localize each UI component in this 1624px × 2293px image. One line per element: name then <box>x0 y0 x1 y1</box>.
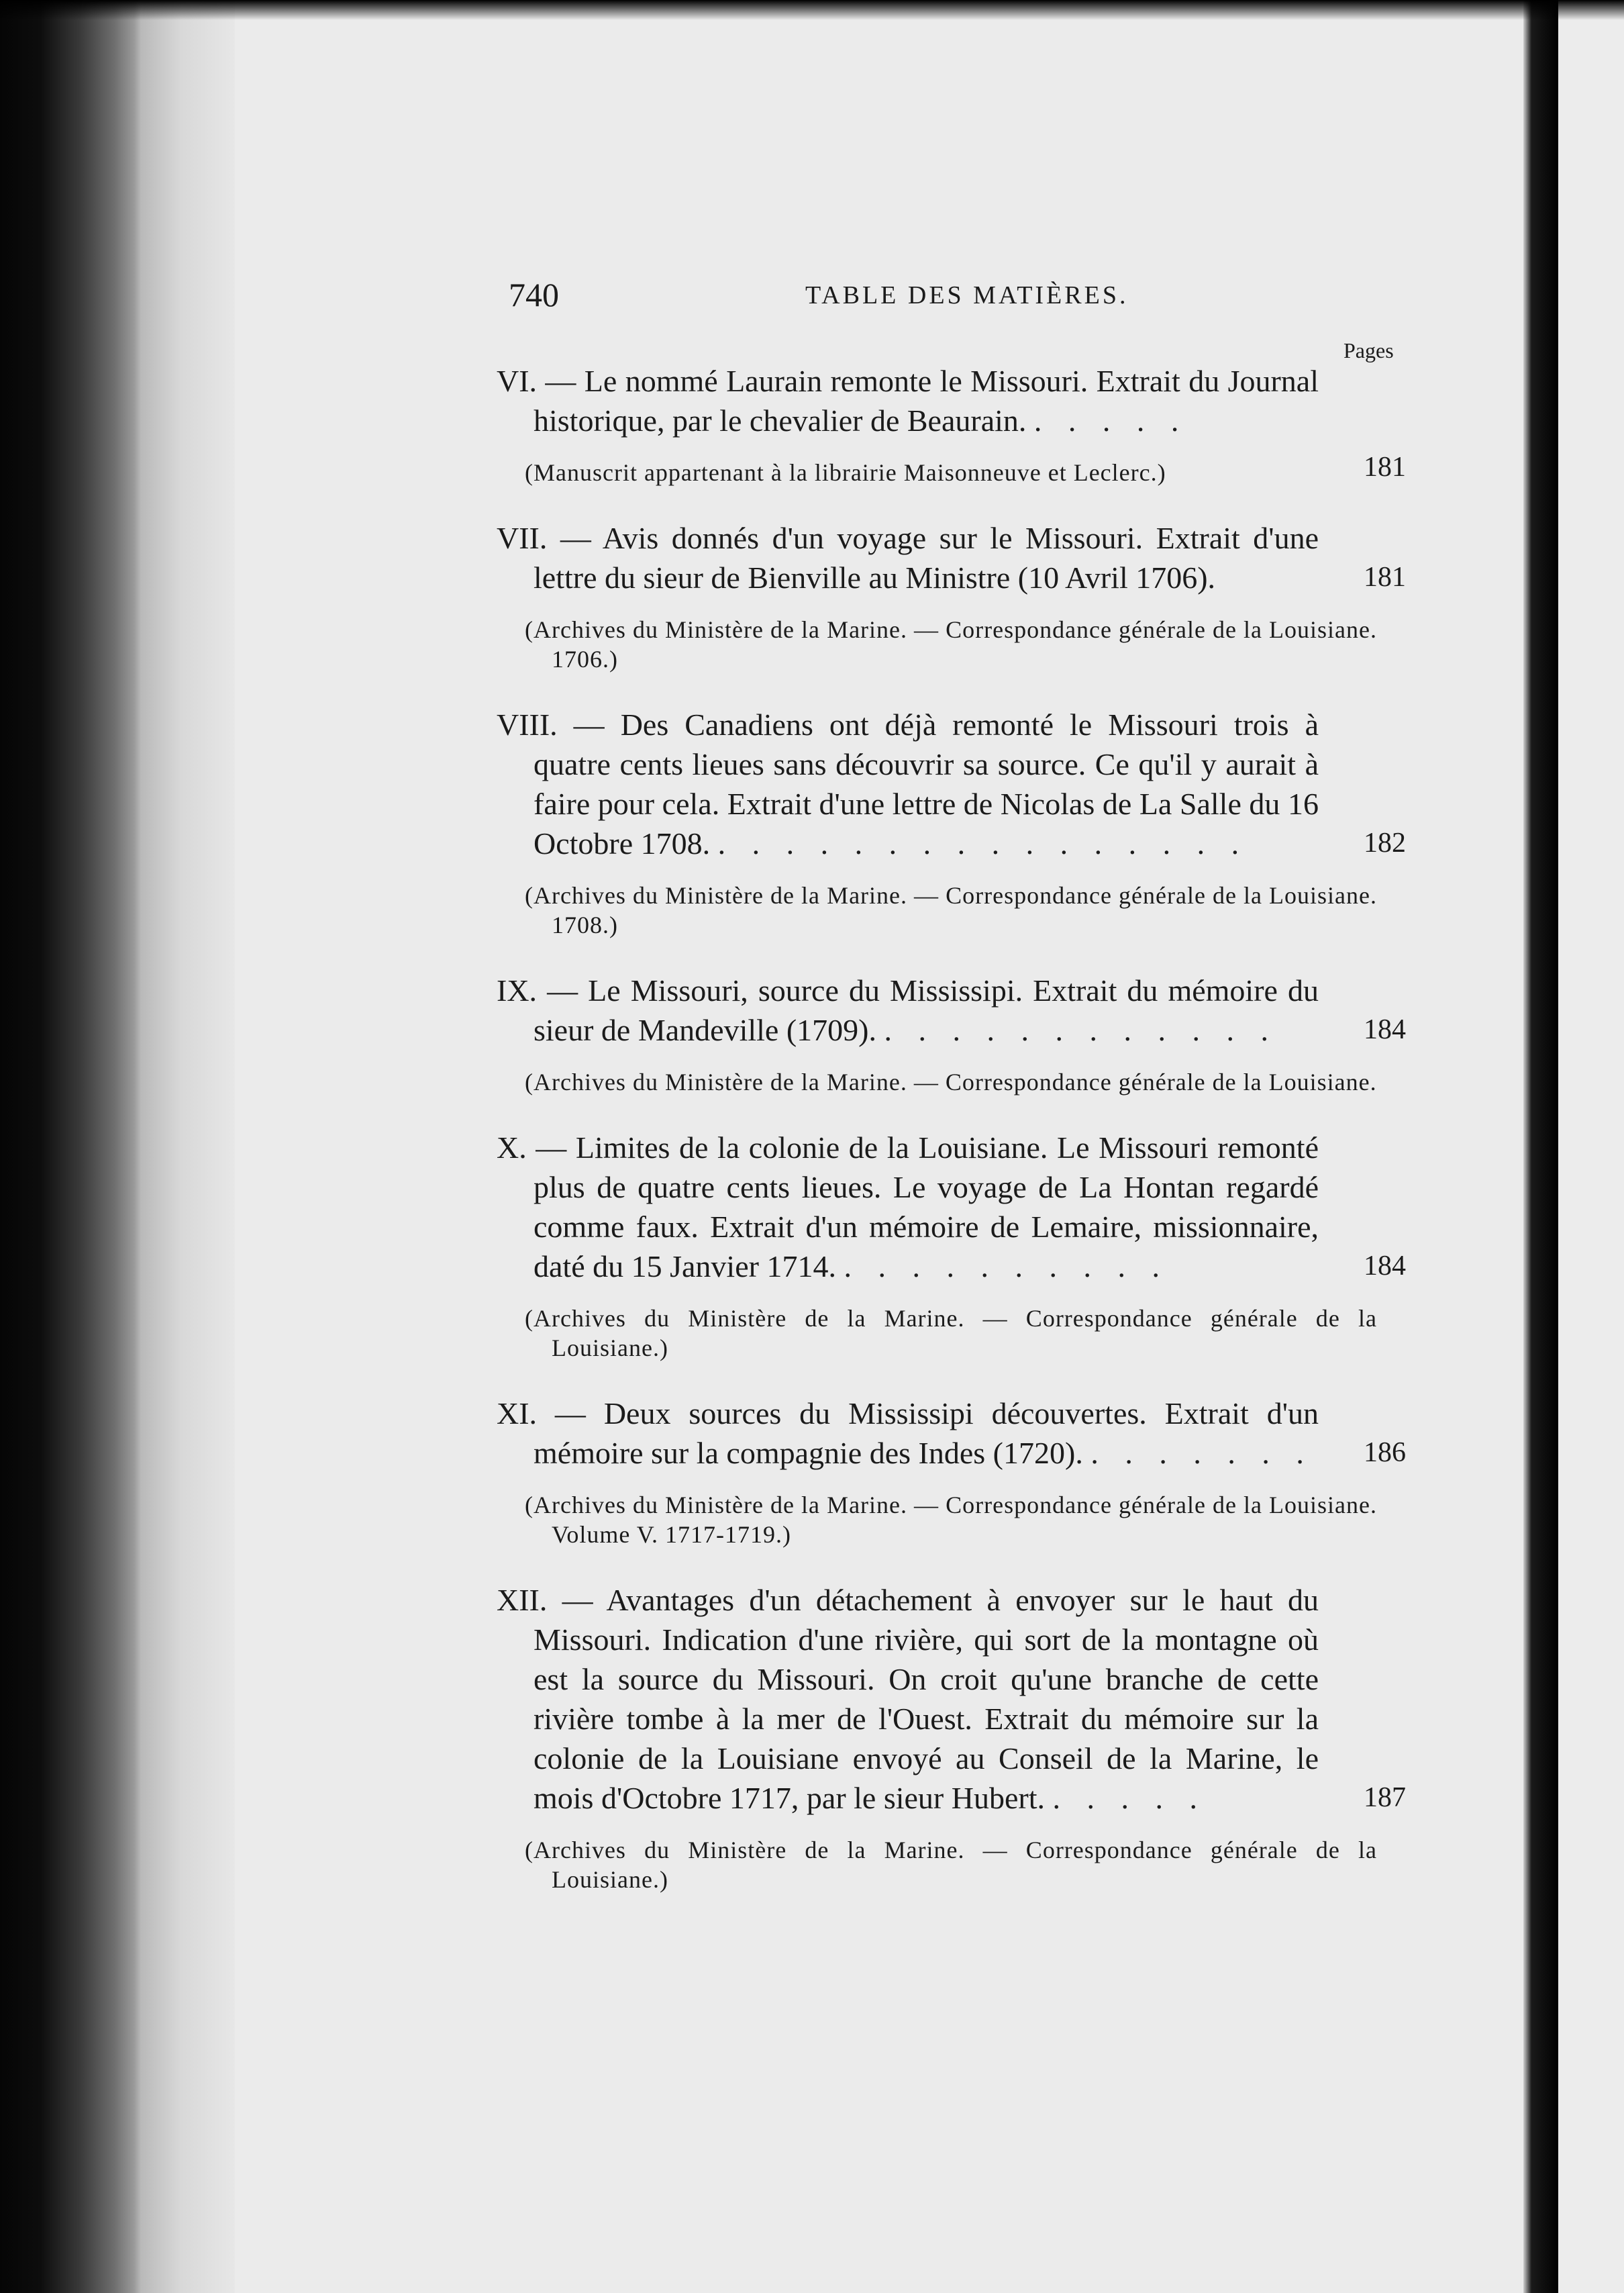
leader-dots: . . . . . <box>1033 403 1188 438</box>
page-fold-shadow <box>1523 0 1558 2293</box>
entry-page-number: 181 <box>1364 562 1406 593</box>
entry-page-number: 186 <box>1364 1437 1406 1468</box>
table-of-contents <box>497 269 1423 1925</box>
entry-title: XII. — Avantages d'un détachement à envoyer sur le haut du Missouri. Indication d'une rivière, qui sort de la montagne où est la source du Missouri. On croit qu'une branche de cette rivière tombe à la mer de l'Ouest. Extrait du mémoire sur la colonie de la Louisiane envoyé au Conseil de la Marine, le mois d'Octobre 1717, par le sieur Hubert. <box>497 1583 1319 1815</box>
entry-source: (Archives du Ministère de la Marine. — Correspondance générale de la Louisiane. Volume V. 1717-1719.) <box>525 1492 1377 1548</box>
entry-title: VII. — Avis donnés d'un voyage sur le Missouri. Extrait d'une lettre du sieur de Bienville au Ministre (10 Avril 1706). <box>497 521 1319 595</box>
entry-source: (Archives du Ministère de la Marine. — Correspondance générale de la Louisiane.) <box>525 1305 1377 1361</box>
leader-dots: . . . . . . . <box>1090 1436 1313 1470</box>
entry-text <box>497 971 1319 1050</box>
entry-title: IX. — Le Missouri, source du Mississipi. Extrait du mémoire du sieur de Mandeville (1709). <box>497 973 1319 1047</box>
entry-source: (Archives du Ministère de la Marine. — Correspondance générale de la Louisiane. 1706.) <box>525 616 1377 673</box>
entry-text <box>497 1580 1319 1818</box>
entry-text <box>497 1128 1319 1286</box>
entry-title: VI. — Le nommé Laurain remonte le Missouri. Extrait du Journal historique, par le chevalier de Beaurain. <box>497 364 1319 438</box>
leader-dots: . . . . . . . . . . . . <box>884 1013 1278 1047</box>
entry-source: (Archives du Ministère de la Marine. — Correspondance générale de la Louisiane. <box>525 1069 1377 1095</box>
entry-text <box>497 361 1319 440</box>
leader-dots: . . . . . . . . . . <box>844 1249 1169 1283</box>
entry-text <box>497 705 1319 863</box>
entry-page-number: 187 <box>1364 1782 1406 1813</box>
running-head <box>497 269 1423 329</box>
entry-title: VIII. — Des Canadiens ont déjà remonté le Missouri trois à quatre cents lieues sans découvrir sa source. Ce qu'il y aurait à faire pour cela. Extrait d'une lettre de Nicolas de La Salle du 16 Octobre 1708. <box>497 708 1319 861</box>
book-edge <box>0 0 141 2293</box>
entry-page-number: 184 <box>1364 1014 1406 1045</box>
page-number: 740 <box>509 276 559 313</box>
page-gutter <box>141 0 235 2293</box>
leader-dots: . . . . . <box>1052 1781 1207 1815</box>
entry-title: X. — Limites de la colonie de la Louisiane. Le Missouri remonté plus de quatre cents lieues. Le voyage de La Hontan regardé comme faux. Extrait d'un mémoire de Lemaire, missionnaire, daté du 15 Janvier 1714. <box>497 1130 1319 1283</box>
entry-page-number: 181 <box>1364 452 1406 483</box>
running-title: TABLE DES MATIÈRES. <box>805 281 1129 309</box>
toc-entry <box>497 518 1406 674</box>
entry-text <box>497 518 1319 597</box>
entry-title: XI. — Deux sources du Mississipi découvertes. Extrait d'un mémoire sur la compagnie des Indes (1720). <box>497 1396 1319 1470</box>
toc-entry <box>497 361 1406 487</box>
toc-entry <box>497 705 1406 940</box>
top-shadow <box>0 0 1624 20</box>
entry-source: (Archives du Ministère de la Marine. — Correspondance générale de la Louisiane. 1708.) <box>525 882 1377 938</box>
toc-entries <box>497 361 1423 1894</box>
pages-column-label: Pages <box>1343 338 1394 362</box>
toc-entry <box>497 1128 1406 1363</box>
facing-page-edge <box>1558 0 1624 2293</box>
entry-text <box>497 1394 1319 1473</box>
toc-entry <box>497 1580 1406 1894</box>
entry-page-number: 182 <box>1364 828 1406 859</box>
entry-source: (Archives du Ministère de la Marine. — Correspondance générale de la Louisiane.) <box>525 1837 1377 1893</box>
toc-entry <box>497 971 1406 1097</box>
entry-source: (Manuscrit appartenant à la librairie Maisonneuve et Leclerc.) <box>525 459 1166 486</box>
entry-page-number: 184 <box>1364 1251 1406 1281</box>
leader-dots: . . . . . . . . . . . . . . . . <box>717 826 1249 861</box>
toc-entry <box>497 1394 1406 1549</box>
